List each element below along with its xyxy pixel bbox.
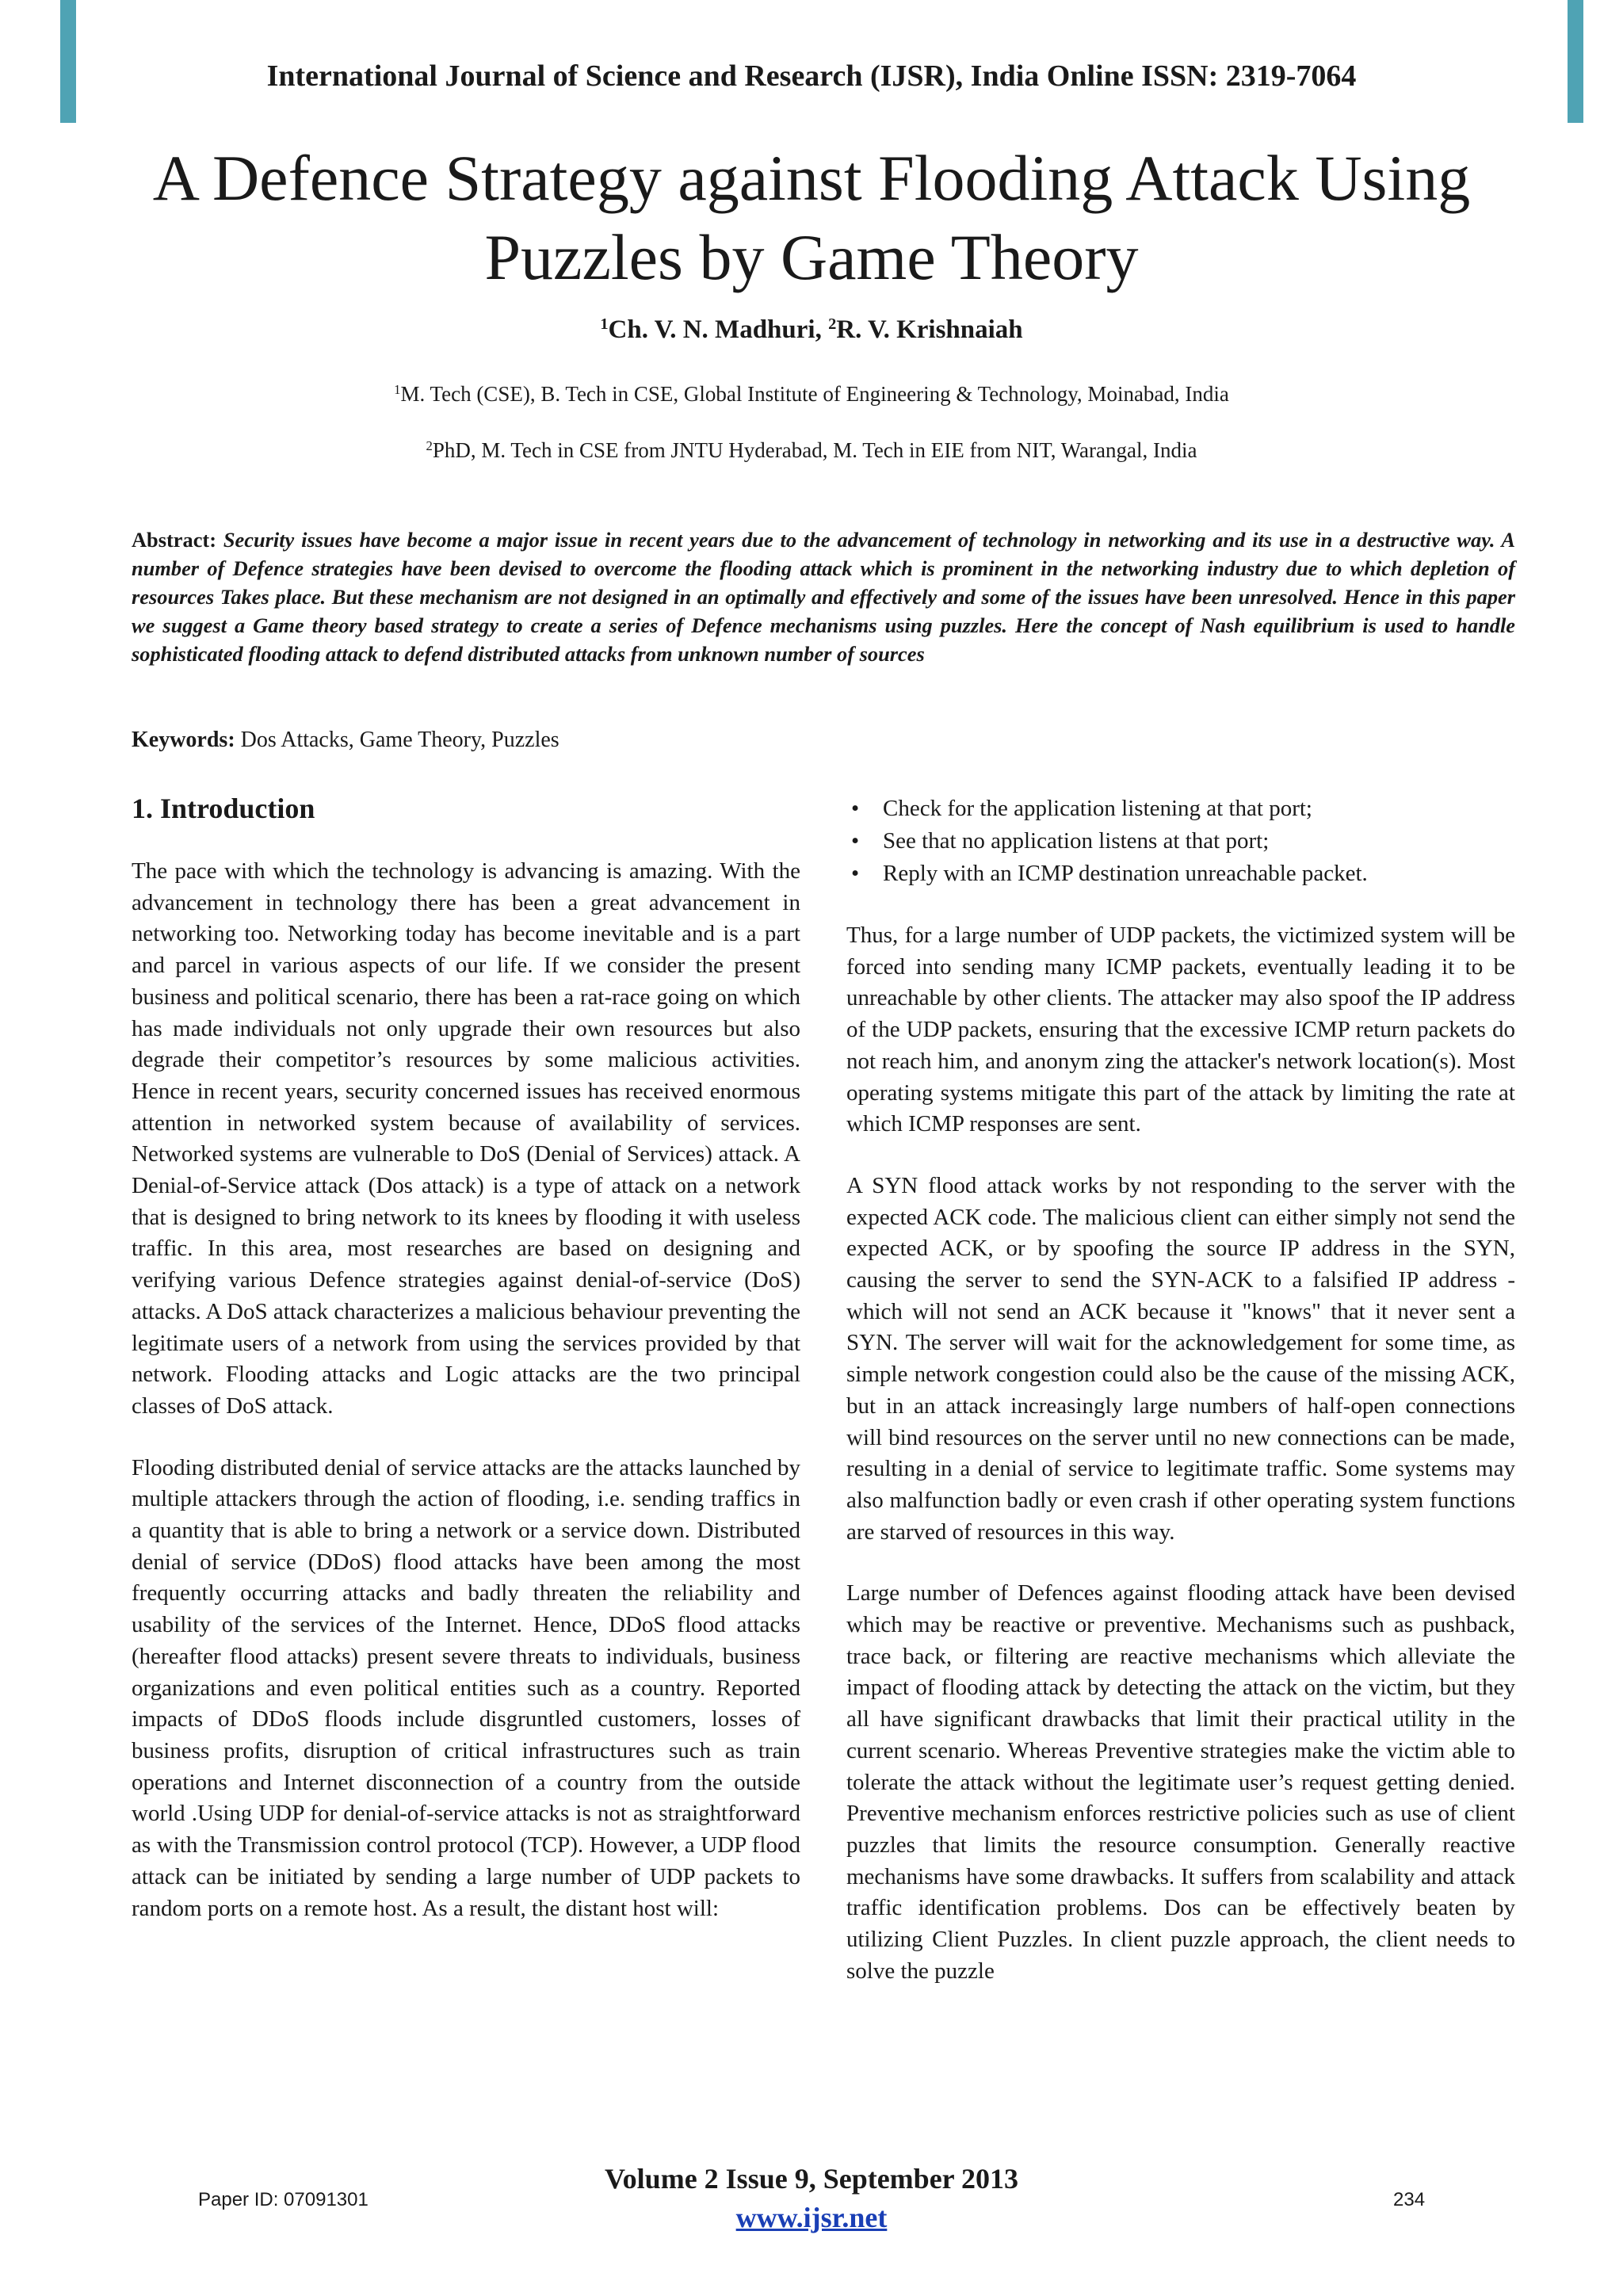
author-2: R. V. Krishnaiah [836, 315, 1023, 344]
keywords-text: Dos Attacks, Game Theory, Puzzles [235, 728, 559, 752]
bullet-item: • Reply with an ICMP destination unreachable packet. [846, 858, 1515, 890]
paragraph: Flooding distributed denial of service attacks are the attacks launched by multiple attackers through the action of flooding, i.e. sending traffics in a quantity that is able to bring a network or a service down. Distributed denial of service (DDoS) flood attacks have been among the most frequently occurring attacks and badly threaten the reliability and usability of the services of the Internet. Hence, DDoS flood attacks (hereafter flood attacks) present severe threats to individuals, business organizations and even political entities such as a country. Reported impacts of DDoS floods include disgruntled customers, losses of business profits, disruption of critical infrastructures such as train operations and Internet disconnection of a country from the outside world .Using UDP for denial-of-service attacks is not as straightforward as with the Transmission control protocol (TCP). However, a UDP flood attack can be initiated by sending a large number of UDP packets to random ports on a remote host. As a result, the distant host will: [132, 1454, 800, 1921]
affiliation-2-text: PhD, M. Tech in CSE from JNTU Hyderabad, M. Tech in EIE from NIT, Warangal, India [432, 438, 1197, 462]
title-line-1: A Defence Strategy against Flooding Attack Using [152, 142, 1471, 214]
keywords [132, 728, 559, 753]
bullet-list [846, 793, 1515, 890]
affiliation-1-marker: 1 [394, 381, 401, 397]
bullet-item: • Check for the application listening at that port; [846, 793, 1515, 825]
paragraph: Large number of Defences against flooding attack have been devised which may be reactive or preventive. Mechanisms such as pushback, trace back, or filtering are reactive mechanisms which alleviate the impact of flooding attack by detecting the attack on the victim, but they all have significant drawbacks that limit their practical utility in the current scenario. Whereas Preventive strategies make the victim able to tolerate the attack without the legitimate user’s request getting denied. Preventive mechanism enforces restrictive policies such as use of client puzzles that limits the resource consumption. Generally reactive mechanisms have some drawbacks. It suffers from scalability and attack traffic identification problems. Dos can be effectively beaten by utilizing Client Puzzles. In client puzzle approach, the client needs to solve the puzzle [846, 1580, 1515, 1984]
spacer [132, 824, 800, 856]
spacer [132, 1423, 800, 1453]
abstract [132, 525, 1515, 668]
bullet-item: • See that no application listens at that port; [846, 825, 1515, 858]
affiliation-1-text: M. Tech (CSE), B. Tech in CSE, Global Institute of Engineering & Technology, Moinabad, India [400, 382, 1229, 406]
author-1-marker: 1 [600, 315, 609, 333]
title-line-2: Puzzles by Game Theory [484, 221, 1139, 293]
affiliation-2 [0, 438, 1623, 463]
paragraph: The pace with which the technology is advancing is amazing. With the advancement in technology there has been a great advancement in networking too. Networking today has become inevitable and is a part and parcel in various aspects of our life. If we consider the present business and political scenario, there has been a rat-race going on which has made individuals not only upgrade their own resources but also degrade their competitor’s resources by some malicious activities. Hence in recent years, security concerned issues has received enormous attention in networked system because of availability of services. Networked systems are vulnerable to DoS (Denial of Services) attack. A Denial-of-Service attack (Dos attack) is a type of attack on a network that is designed to bring network to its knees by flooding it with useless traffic. In this area, most researches are based on designing and verifying various Defence strategies against denial-of-service (DoS) attacks. A DoS attack characterizes a malicious behaviour preventing the legitimate users of a network from using the services provided by that network. Flooding attacks and Logic attacks are the two principal classes of DoS attack. [132, 858, 800, 1419]
author-2-marker: 2 [828, 315, 837, 333]
right-column [846, 793, 1515, 1988]
page-number: 234 [1393, 2189, 1426, 2210]
left-column [132, 793, 800, 1924]
spacer [846, 1140, 1515, 1171]
section-heading-introduction: 1. Introduction [132, 793, 315, 824]
footer-paper-id: Paper ID: 07091301 [198, 2189, 369, 2210]
paragraph: Thus, for a large number of UDP packets, the victimized system will be forced into sending many ICMP packets, eventually leading it to be unreachable by other clients. The attacker may also spoof the IP address of the UDP packets, ensuring that the excessive ICMP return packets do not reach him, and anonym zing the attacker's network location(s). Most operating systems mitigate this part of the attack by limiting the rate at which ICMP responses are sent. [846, 923, 1515, 1137]
spacer [846, 890, 1515, 920]
journal-header: International Journal of Science and Research (IJSR), India Online ISSN: 2319-7064 [266, 59, 1357, 93]
footer-volume: Volume 2 Issue 9, September 2013 [604, 2163, 1019, 2195]
abstract-label: Abstract: [132, 528, 216, 552]
keywords-label: Keywords: [132, 728, 235, 752]
footer-url-link[interactable]: www.ijsr.net [735, 2202, 888, 2233]
affiliation-1 [0, 382, 1623, 407]
author-line [0, 315, 1623, 345]
spacer [846, 1548, 1515, 1578]
paragraph: A SYN flood attack works by not responding to the server with the expected ACK code. The malicious client can either simply not send the expected ACK, or by spoofing the source IP address in the SYN, causing the server to send the SYN-ACK to a falsified IP address - which will not send an ACK because it "knows" that it never sent a SYN. The server will wait for the acknowledgement for some time, as simple network congestion could also be the cause of the missing ACK, but in an attack increasingly large numbers of half-open connections will bind resources on the server until no new connections can be made, resulting in a denial of service to legitimate traffic. Some systems may also malfunction badly or even crash if other operating system functions are starved of resources in this way. [846, 1172, 1515, 1545]
affiliation-2-marker: 2 [426, 437, 433, 453]
author-1: Ch. V. N. Madhuri, [608, 315, 829, 344]
abstract-text: Security issues have become a major issue in recent years due to the advancement of technology in networking and its use in a destructive way. A number of Defence strategies have been devised to overcome the flooding attack which is prominent in the networking industry due to which depletion of resources Takes place. But these mechanism are not designed in an optimally and effectively and some of the issues have been unresolved. Hence in this paper we suggest a Game theory based strategy to create a series of Defence mechanisms using puzzles. Here the concept of Nash equilibrium is used to handle sophisticated flooding attack to defend distributed attacks from unknown number of sources [132, 528, 1515, 666]
paper-title [95, 139, 1528, 297]
